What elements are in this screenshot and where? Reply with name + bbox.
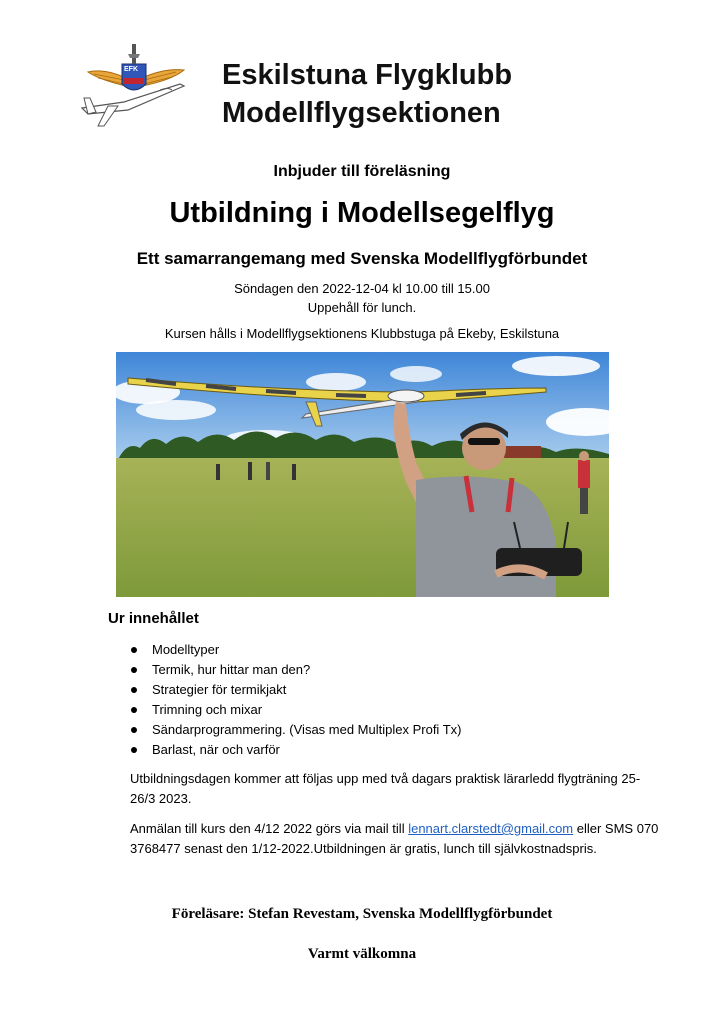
date-line: Söndagen den 2022-12-04 kl 10.00 till 15.00: [234, 281, 490, 296]
followup-paragraph: Utbildningsdagen kommer att följas upp med två dagars praktisk lärarledd flygträning 25-26/3 2023.: [130, 771, 641, 806]
subtitle: Ett samarrangemang med Svenska Modellflygförbundet: [136, 249, 588, 268]
email-link[interactable]: lennart.clarstedt@gmail.com: [408, 821, 574, 836]
club-title: [222, 56, 512, 132]
list-item: Sändarprogrammering. (Visas med Multiplex Profi Tx): [130, 720, 461, 740]
venue-line: Kursen hålls i Modellflygsektionens Klubbstuga på Ekeby, Eskilstuna: [164, 326, 560, 341]
list-item: Modelltyper: [130, 640, 461, 660]
main-title: Utbildning i Modellsegelflyg: [169, 197, 555, 229]
list-item: Barlast, när och varför: [130, 740, 461, 760]
registration-text: Anmälan till kurs den 4/12 2022 görs via mail till: [130, 821, 409, 836]
logo-lettering: EFK: [124, 66, 138, 73]
registration-text-end: eller SMS 070 3768477 senast den 1/12-2022.Utbildningen är gratis, lunch till självkostnadspris.: [130, 821, 659, 856]
list-item: Termik, hur hittar man den?: [130, 660, 461, 680]
welcome-line: Varmt välkomna: [307, 946, 417, 962]
registration-paragraph: [130, 819, 660, 859]
list-item: Strategier för termikjakt: [130, 680, 461, 700]
list-item: Trimning och mixar: [130, 700, 461, 720]
club-name: Eskilstuna Flygklubb: [222, 59, 513, 91]
section-name: Modellflygsektionen: [222, 97, 501, 129]
invite-line: Inbjuder till föreläsning: [273, 163, 451, 180]
content-heading: Ur innehållet: [108, 610, 199, 627]
club-logo: [80, 40, 190, 140]
glider-photo: [116, 352, 609, 597]
lecturer-line: Föreläsare: Stefan Revestam, Svenska Modellflygförbundet: [171, 906, 553, 922]
content-list: [130, 640, 461, 760]
lunch-line: Uppehåll för lunch.: [307, 300, 417, 315]
